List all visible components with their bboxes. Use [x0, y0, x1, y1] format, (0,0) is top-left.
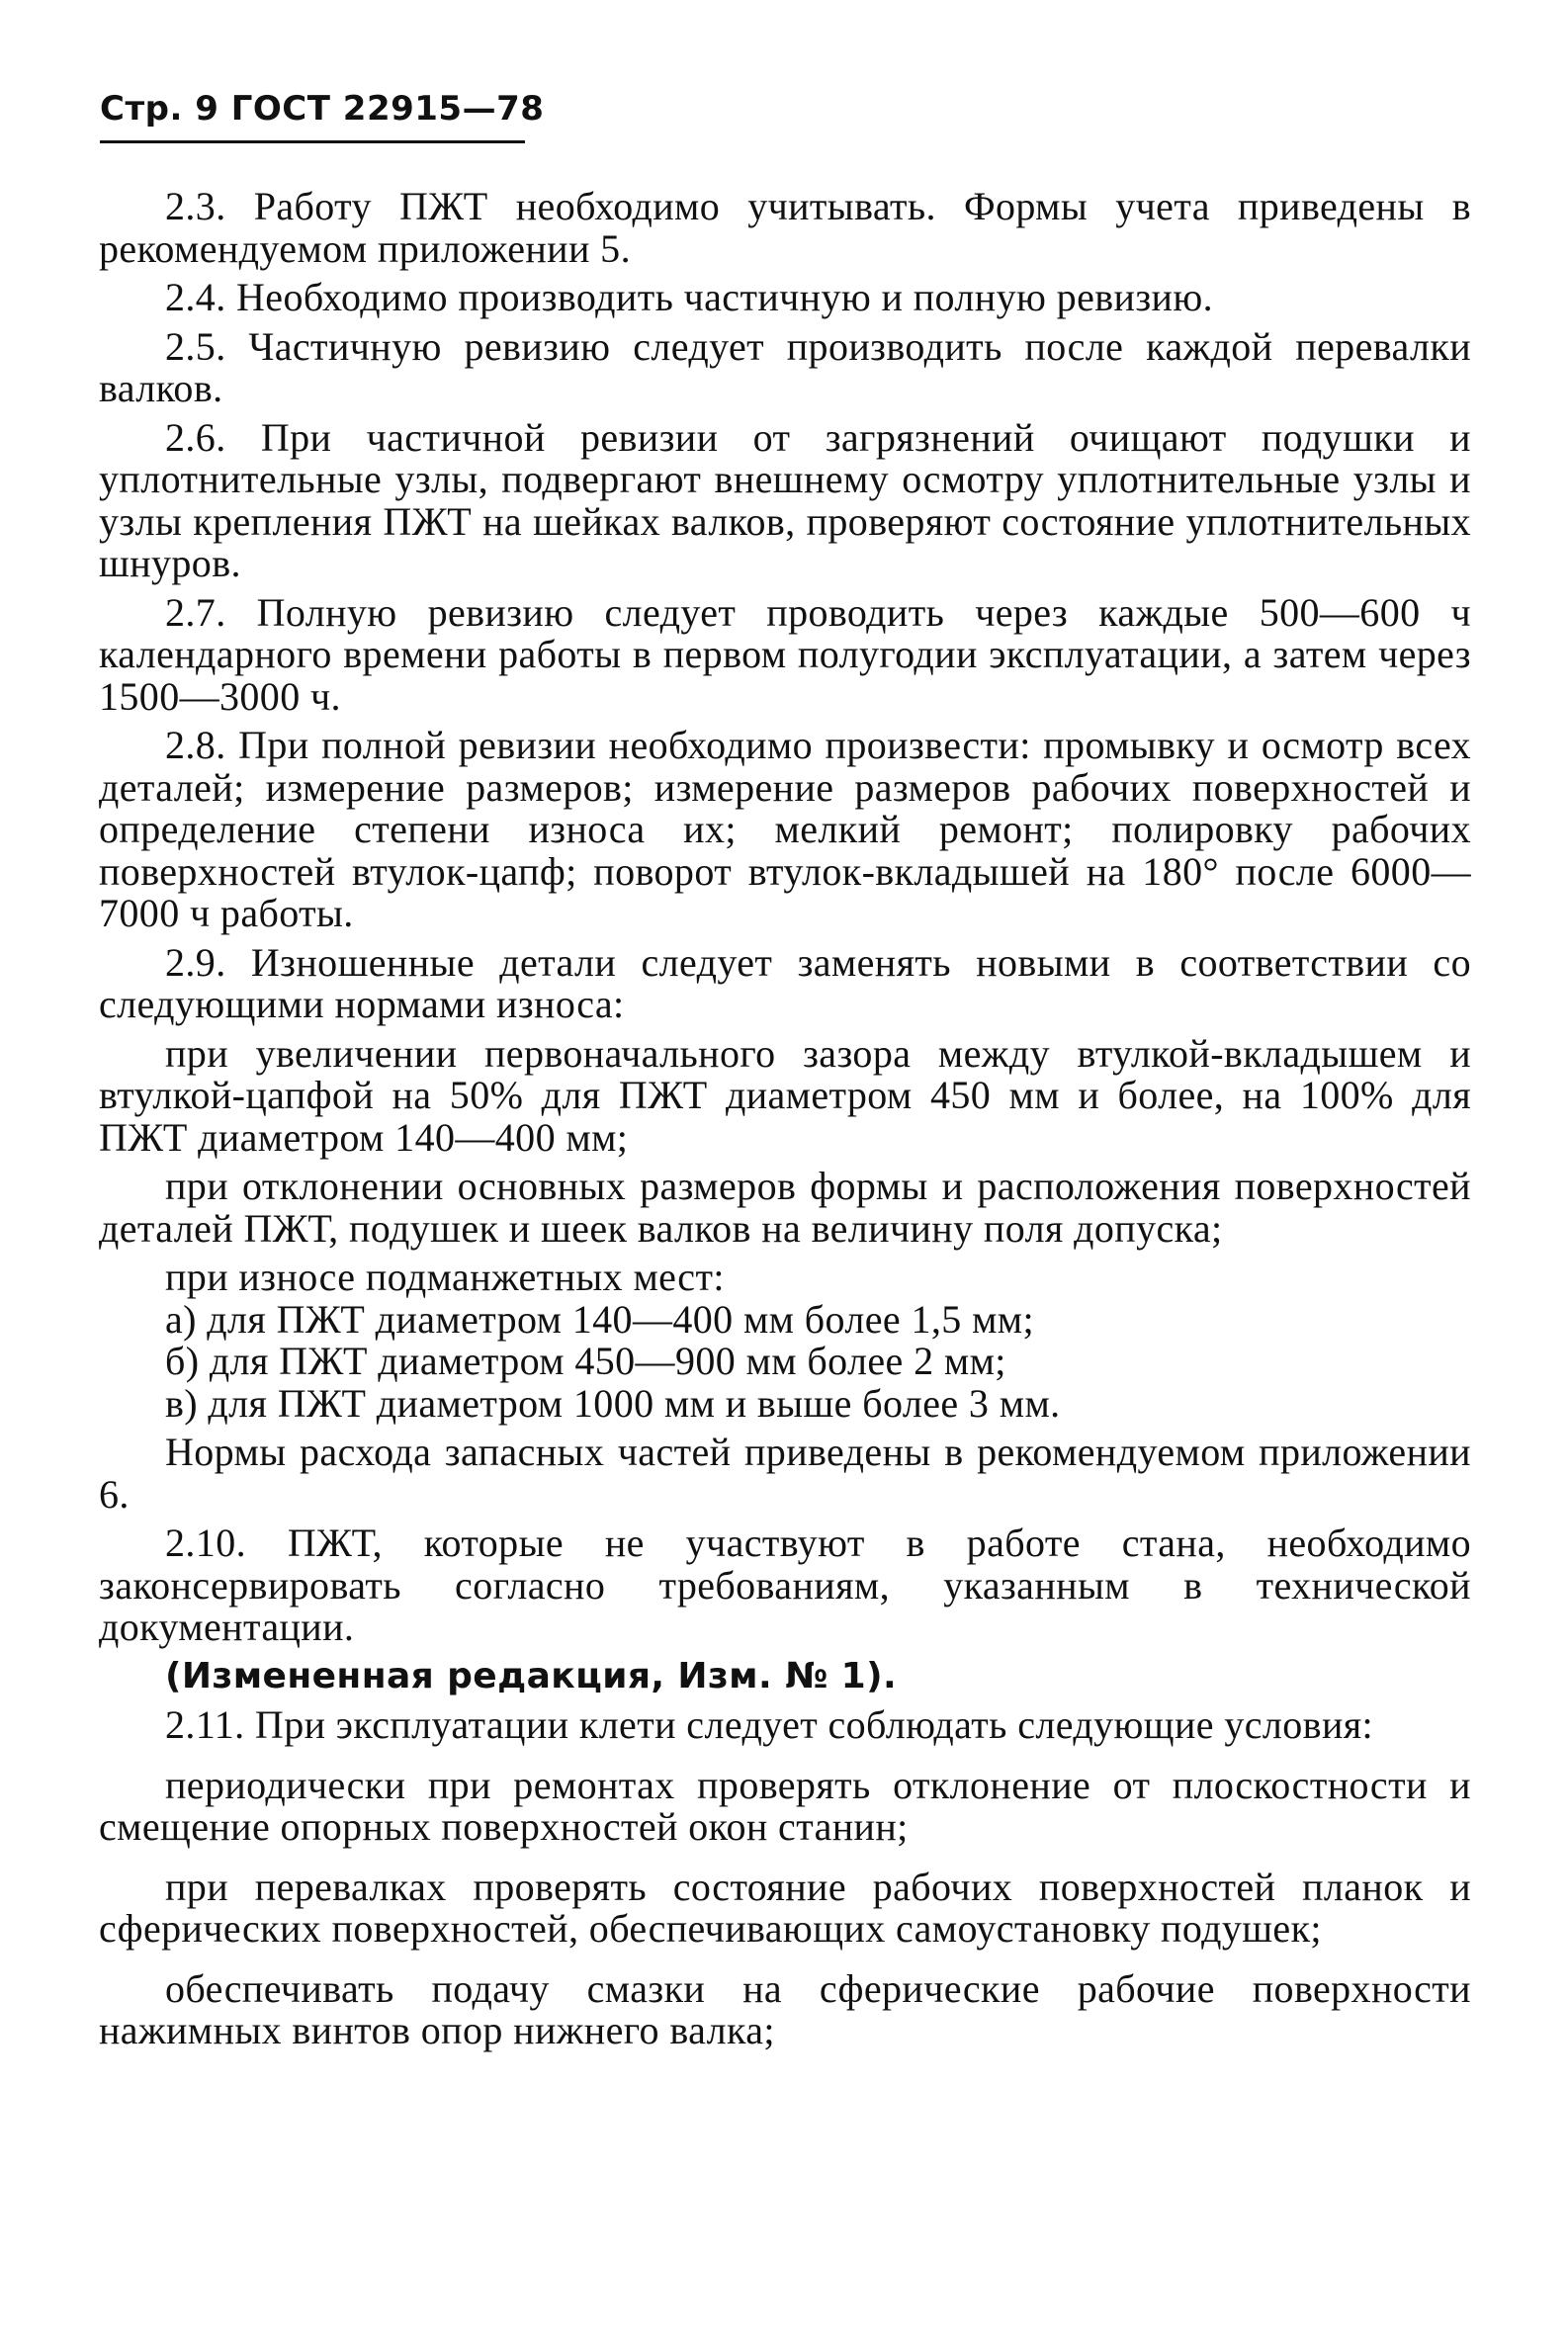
- document-body: [99, 186, 1471, 2059]
- paragraph-2-3: 2.3. Работу ПЖТ необходимо учитывать. Формы учета приведены в рекомендуемом приложении 5.: [99, 184, 1471, 271]
- page-header: Стр. 9 ГОСТ 22915—78: [100, 89, 545, 129]
- list-item: периодически при ремонтах проверять отклонение от плоскостности и смещение опорных поверхностей окон станин;: [99, 1762, 1471, 1849]
- paragraph-2-4: 2.4. Необходимо производить частичную и полную ревизию.: [165, 275, 1214, 319]
- paragraph-2-11: 2.11. При эксплуатации клети следует соблюдать следующие условия:: [165, 1702, 1374, 1747]
- paragraph-2-6: 2.6. При частичной ревизии от загрязнений очищают подушки и уплотнительные узлы, подвергают внешнему осмотру уплотнительные узлы и узлы крепления ПЖТ на шейках валков, проверяют состояние уплотнительных шнуров.: [99, 414, 1471, 585]
- header-rule: [100, 140, 525, 143]
- list-item: в) для ПЖТ диаметром 1000 мм и выше более 3 мм.: [165, 1380, 1061, 1426]
- list-item: при увеличении первоначального зазора между втулкой-вкладышем и втулкой-цапфой на 50% для ПЖТ диаметром 450 мм и более, на 100% для ПЖТ диаметром 140—400 мм;: [99, 1030, 1471, 1160]
- paragraph-2-7: 2.7. Полную ревизию следует проводить через каждые 500—600 ч календарного времени работы в первом полугодии эксплуатации, а затем через 1500—3000 ч.: [99, 589, 1471, 719]
- list-item: при износе подманжетных мест:: [165, 1255, 725, 1299]
- paragraph-2-5: 2.5. Частичную ревизию следует производить после каждой перевалки валков.: [99, 323, 1471, 410]
- list-item: б) для ПЖТ диаметром 450—900 мм более 2 мм;: [165, 1339, 1006, 1383]
- paragraph-2-9: 2.9. Изношенные детали следует заменять новыми в соответствии со следующими нормами износа:: [99, 939, 1471, 1026]
- list-item: а) для ПЖТ диаметром 140—400 мм более 1,5 мм;: [165, 1296, 1035, 1342]
- list-item: при отклонении основных размеров формы и расположения поверхностей деталей ПЖТ, подушек и шеек валков на величину поля допуска;: [99, 1164, 1471, 1251]
- paragraph-norms: Нормы расхода запасных частей приведены в рекомендуемом приложении 6.: [99, 1430, 1471, 1517]
- amendment-note: (Измененная редакция, Изм. № 1).: [165, 1655, 898, 1696]
- list-item: при перевалках проверять состояние рабочих поверхностей планок и сферических поверхностей, обеспечивающих самоустановку подушек;: [99, 1864, 1471, 1951]
- paragraph-2-8: 2.8. При полной ревизии необходимо произвести: промывку и осмотр всех деталей; измерение размеров; измерение размеров рабочих поверхностей и определение степени износа их; мелкий ремонт; полировку рабочих поверхностей втулок-цапф; поворот втулок-вкладышей на 180° после 6000—7000 ч работы.: [99, 723, 1471, 935]
- paragraph-2-10: 2.10. ПЖТ, которые не участвуют в работе стана, необходимо законсервировать согласно требованиям, указанным в технической документации.: [99, 1521, 1471, 1649]
- list-item: обеспечивать подачу смазки на сферические рабочие поверхности нажимных винтов опор нижнего валка;: [99, 1965, 1471, 2052]
